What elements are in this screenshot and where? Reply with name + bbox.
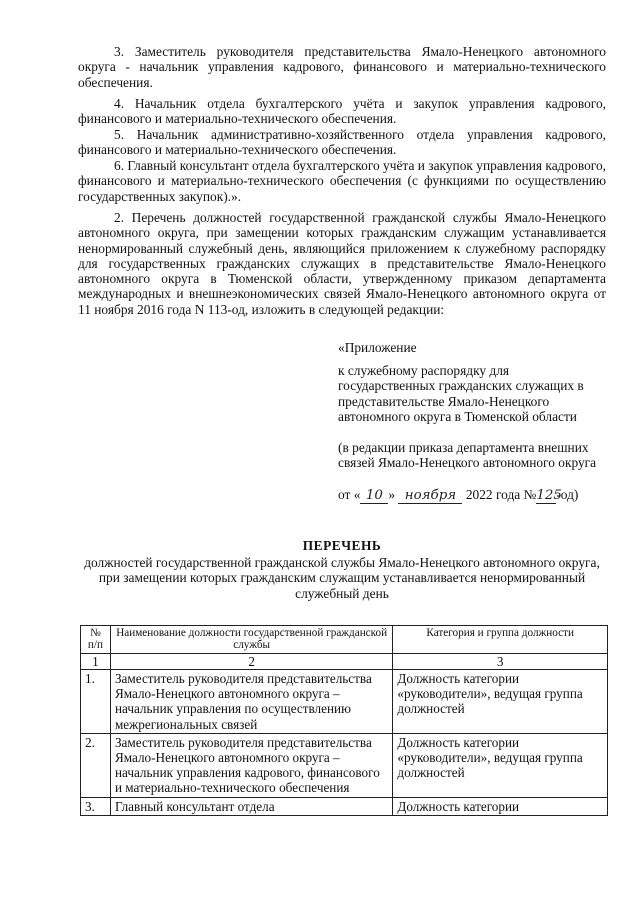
document-title: ПЕРЕЧЕНЬ	[302, 538, 382, 553]
row-num: 2.	[81, 733, 111, 797]
row-position: Главный консультант отдела	[110, 797, 392, 815]
header-num: № п/п	[81, 626, 111, 654]
table-header-row	[81, 626, 608, 654]
colnum-1: 1	[81, 653, 111, 669]
header-category: Категория и группа должности	[393, 626, 608, 654]
colnum-2: 2	[110, 653, 392, 669]
date-prefix: от «	[338, 487, 361, 502]
positions-table	[80, 625, 608, 816]
header-position: Наименование должности государственной гражданской службы	[110, 626, 392, 654]
date-day-handwritten: 10	[360, 488, 388, 504]
page-bottom-cutoff	[78, 843, 610, 905]
appendix-date	[338, 487, 608, 504]
date-mid: »	[388, 487, 396, 502]
row-num: 1.	[81, 670, 111, 734]
table-row	[81, 670, 608, 734]
row-position: Заместитель руководителя представительства Ямало-Ненецкого автономного округа – начальник управления кадрового, финансового и материально-технического обеспечения	[110, 733, 392, 797]
document-subtitle: должностей государственной гражданской службы Ямало-Ненецкого автономного округа, при замещении которых гражданским служащим устанавливается ненормированный служебный день	[84, 555, 600, 601]
table-row	[81, 733, 608, 797]
paragraph-item-5: 5. Начальник административно-хозяйственного отдела управления кадрового, финансового и материально-технического обеспечения.	[78, 127, 606, 158]
appendix-edition: (в редакции приказа департамента внешних связей Ямало-Ненецкого автономного округа	[338, 440, 597, 471]
row-num: 3.	[81, 797, 111, 815]
date-month-handwritten: ноября	[398, 488, 462, 504]
row-position: Заместитель руководителя представительства Ямало-Ненецкого автономного округа – начальник управления по осуществлению межрегиональных связей	[110, 670, 392, 734]
date-suffix: -од)	[556, 487, 579, 502]
paragraph-item-4: 4. Начальник отдела бухгалтерского учёта и закупок управления кадрового, финансового и материально-технического обеспечения.	[78, 96, 606, 127]
row-category: Должность категории «руководители», ведущая группа должностей	[393, 670, 608, 734]
date-year: 2022 года №	[465, 487, 537, 502]
table-row	[81, 797, 608, 815]
paragraph-item-3: 3. Заместитель руководителя представительства Ямало-Ненецкого автономного округа - начальник управления кадрового, финансового и материально-технического обеспечения.	[78, 44, 606, 90]
date-number-handwritten: 125	[536, 488, 562, 503]
table-colnum-row	[81, 653, 608, 669]
paragraph-point-2: 2. Перечень должностей государственной гражданской службы Ямало-Ненецкого автономного округа, при замещении которых гражданским служащим устанавливается ненормированный служебный день, являющийся приложением к служебному распорядку для государственных гражданских служащих в представительстве Ямало-Ненецкого автономного округа в Тюменской области, утвержденному приказом департамента международных и внешнеэкономических связей Ямало-Ненецкого автономного округа от 11 ноября 2016 года N 113-од, изложить в следующей редакции:	[78, 210, 606, 317]
row-category: Должность категории «руководители», ведущая группа должностей	[393, 733, 608, 797]
colnum-3: 3	[393, 653, 608, 669]
paragraph-item-6: 6. Главный консультант отдела бухгалтерского учёта и закупок управления кадрового, финансового и материально-технического обеспечения (с функциями по осуществлению государственных закупок).».	[78, 158, 606, 204]
appendix-body: к служебному распорядку для государственных гражданских служащих в представительстве Ямало-Ненецкого автономного округа в Тюменской области	[338, 363, 584, 424]
row-category: Должность категории	[393, 797, 608, 815]
appendix-heading: «Приложение	[338, 340, 417, 355]
